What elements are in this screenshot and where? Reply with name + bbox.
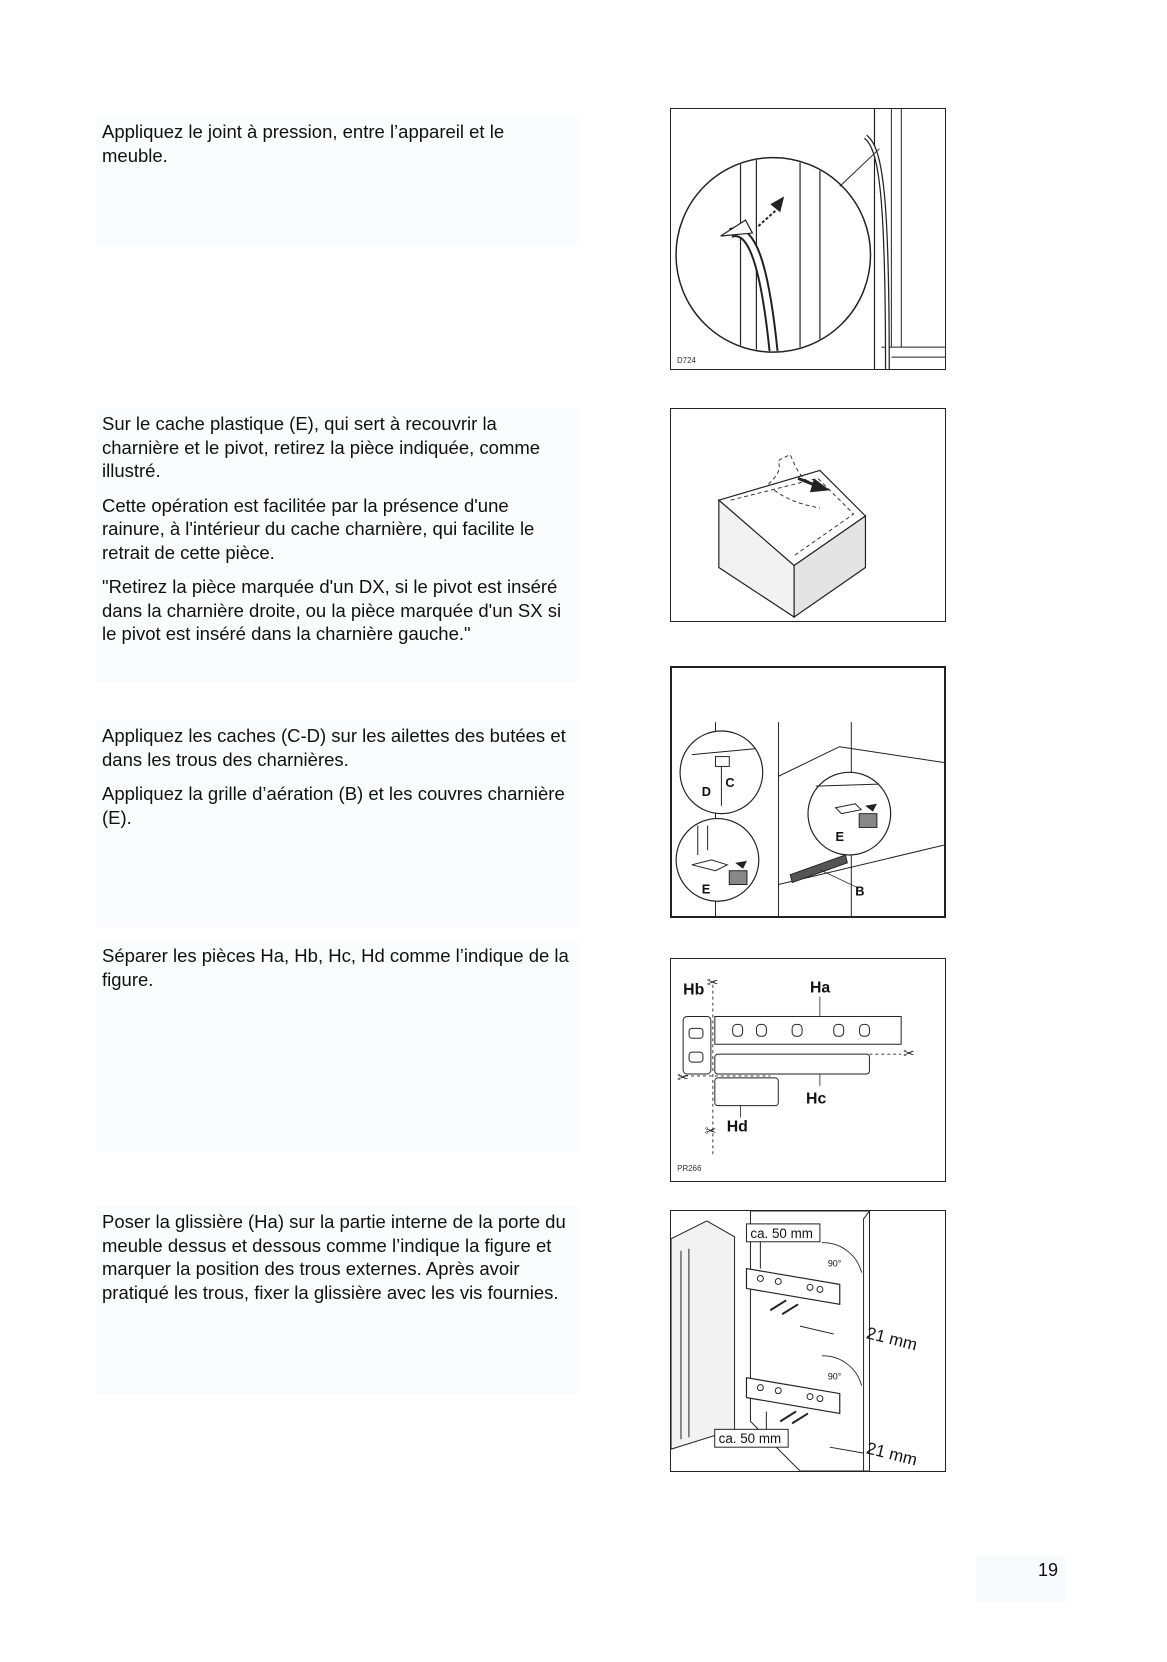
section-2-text [96, 408, 578, 682]
label-d: D [701, 783, 711, 799]
hinge-cover-illustration [671, 409, 945, 621]
section-4-text [96, 940, 578, 1152]
distance-bottom-label: ca. 50 mm [718, 1431, 782, 1447]
angle-top-label: 90° [827, 1258, 842, 1269]
svg-text:✂: ✂ [704, 1122, 717, 1139]
figure-hinge-cover [670, 408, 946, 622]
rail-mounting-illustration [671, 1211, 945, 1471]
label-e-left: E [701, 881, 711, 897]
figure-seal-application [670, 108, 946, 370]
parts-layout-illustration [671, 959, 945, 1181]
label-hd: Hd [726, 1118, 748, 1136]
paragraph: Appliquez les caches (C-D) sur les ailettes des butées et dans les trous des charnières. [102, 725, 566, 770]
section-3-text [96, 720, 578, 928]
paragraph: Séparer les pièces Ha, Hb, Hc, Hd comme l’indique de la figure. [102, 945, 569, 990]
svg-text:✂: ✂ [903, 1045, 915, 1062]
svg-text:✂: ✂ [677, 1068, 689, 1085]
figure-code: D724 [677, 356, 696, 366]
figure-code: PR266 [677, 1164, 702, 1174]
distance-top-label: ca. 50 mm [750, 1225, 813, 1241]
page-number: 19 [976, 1556, 1066, 1602]
seal-illustration [671, 109, 945, 369]
paragraph: Appliquez le joint à pression, entre l’appareil et le meuble. [102, 121, 505, 166]
figure-separate-parts [670, 958, 946, 1182]
figure-rail-mounting [670, 1210, 946, 1472]
paragraph: Poser la glissière (Ha) sur la partie interne de la porte du meuble dessus et dessous comme l’indique la figure et marquer la position des trous externes. Après avoir pratiqué les trous, fixer la glissière avec les vis fournies. [102, 1211, 566, 1303]
section-1-text [96, 116, 578, 246]
figure-caps-and-grille [670, 666, 946, 918]
label-hb: Hb [683, 981, 705, 999]
paragraph: "Retirez la pièce marquée d'un DX, si le pivot est inséré dans la charnière droite, ou la pièce marquée d'un SX si le pivot est inséré dans la charnière gauche." [102, 576, 562, 644]
label-e-right: E [835, 829, 845, 845]
label-c: C [725, 775, 735, 791]
paragraph: Appliquez la grille d’aération (B) et les couvres charnière (E). [102, 783, 565, 828]
offset-top-label: 21 mm [864, 1323, 920, 1355]
section-5-text [96, 1206, 578, 1394]
paragraph: Sur le cache plastique (E), qui sert à recouvrir la charnière et le pivot, retirez la pièce indiquée, comme illustré. [102, 413, 541, 481]
label-ha: Ha [809, 979, 831, 997]
label-hc: Hc [806, 1090, 827, 1108]
svg-text:✂: ✂ [706, 973, 719, 990]
caps-grille-illustration [672, 668, 944, 916]
label-b: B [855, 883, 865, 899]
offset-bottom-label: 21 mm [864, 1438, 920, 1470]
paragraph: Cette opération est facilitée par la présence d'une rainure, à l'intérieur du cache charnière, qui facilite le retrait de cette pièce. [102, 494, 535, 563]
angle-bottom-label: 90° [827, 1371, 842, 1382]
